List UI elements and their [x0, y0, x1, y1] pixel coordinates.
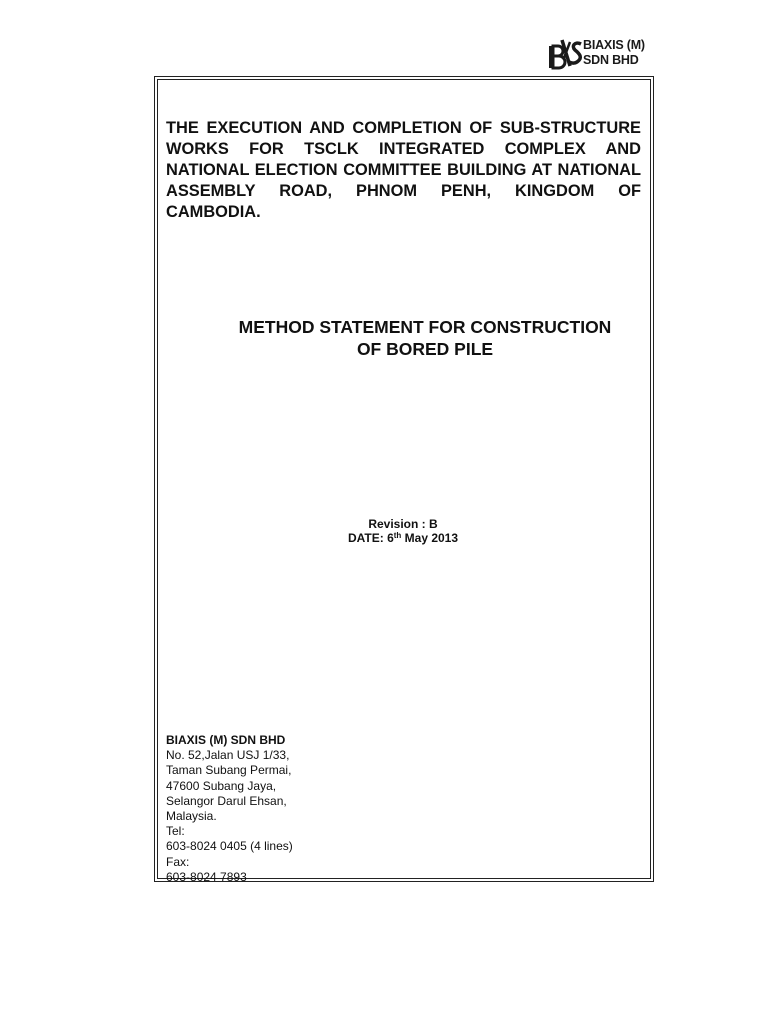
company-name: BIAXIS (M) SDN BHD	[166, 733, 286, 747]
revision-label: Revision : B	[368, 517, 438, 531]
address-line-1: No. 52,Jalan USJ 1/33,	[166, 748, 290, 763]
date-prefix: DATE: 6	[347, 531, 394, 545]
revision-date	[303, 531, 503, 545]
logo-text	[583, 38, 645, 68]
address-line-2: Taman Subang Permai,	[166, 763, 292, 778]
method-title-line-2: OF BORED PILE	[356, 339, 494, 359]
tel-value: 603-8024 0405 (4 lines)	[166, 839, 293, 854]
fax-line	[166, 855, 466, 885]
telephone-line	[166, 824, 466, 854]
company-address	[166, 733, 466, 885]
logo-line-2: SDN BHD	[583, 53, 639, 67]
project-title: THE EXECUTION AND COMPLETION OF SUB-STRUCTURE WORKS FOR TSCLK INTEGRATED COMPLEX AND NATIONAL ELECTION COMMITTEE BUILDING AT NATIONAL ASSEMBLY ROAD, PHNOM PENH, KINGDOM OF CAMBODIA.	[166, 119, 641, 221]
date-rest: May 2013	[401, 531, 459, 545]
method-statement-title	[200, 316, 650, 360]
address-line-5: Malaysia.	[166, 809, 217, 824]
address-line-4: Selangor Darul Ehsan,	[166, 793, 287, 808]
address-line-3: 47600 Subang Jaya,	[166, 778, 277, 793]
fax-value: 603-8024 7893	[166, 869, 247, 884]
fax-label: Fax:	[166, 854, 190, 869]
tel-label: Tel:	[166, 824, 185, 839]
date-suffix: th	[393, 531, 402, 540]
method-title-line-1: METHOD STATEMENT FOR CONSTRUCTION	[238, 317, 612, 337]
logo-line-1: BIAXIS (M)	[583, 38, 645, 52]
revision-block	[303, 517, 503, 545]
